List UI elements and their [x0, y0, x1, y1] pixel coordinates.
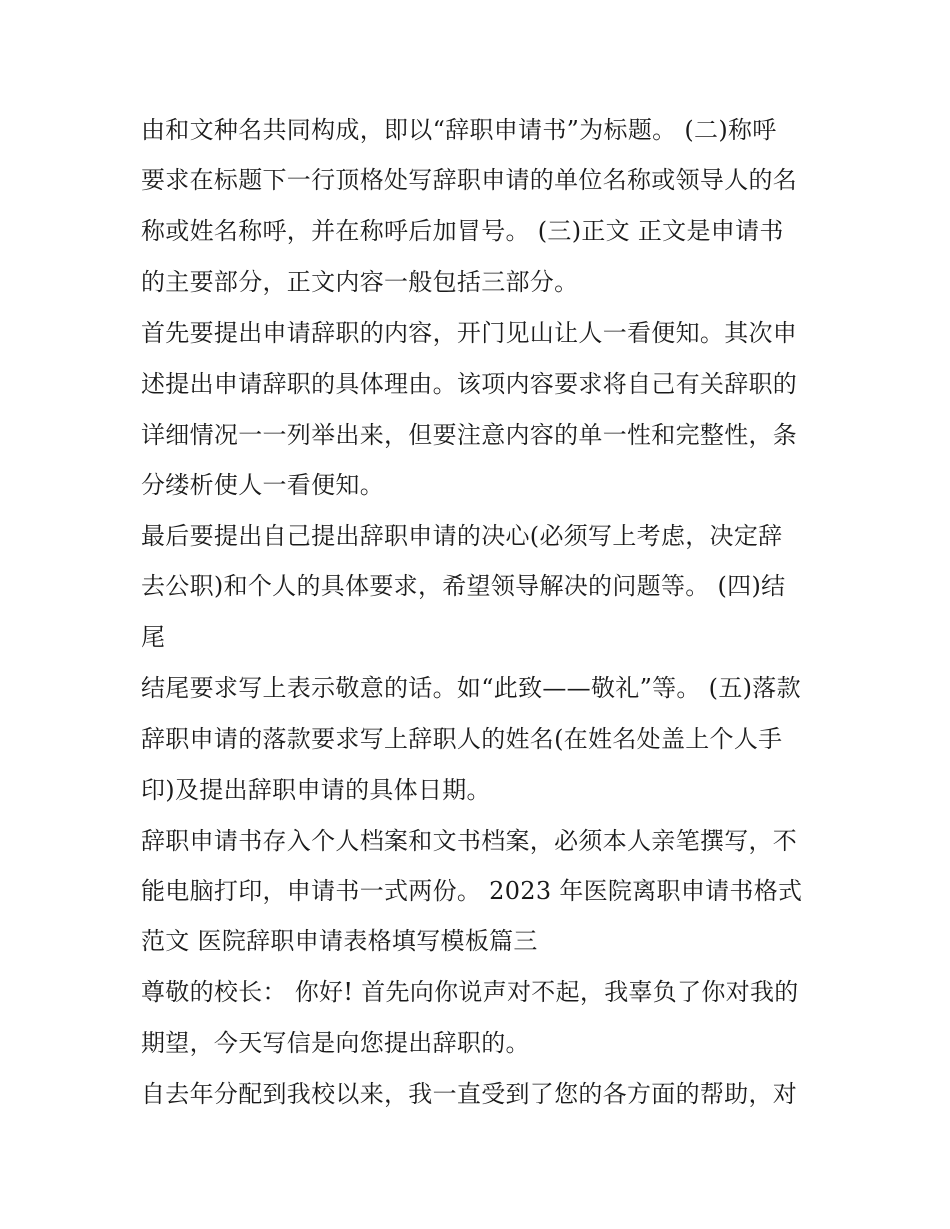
- text-line: 去公职)和个人的具体要求，希望领导解决的问题等。 (四)结: [141, 572, 786, 600]
- text-line: 首先要提出申请辞职的内容，开门见山让人一看便知。其次申: [141, 319, 798, 347]
- text-line: 结尾要求写上表示敬意的话。如“此致——敬礼”等。 (五)落款: [141, 674, 801, 702]
- text-line: 最后要提出自己提出辞职申请的决心(必须写上考虑，决定辞: [141, 522, 783, 550]
- text-line: 辞职申请的落款要求写上辞职人的姓名(在姓名处盖上个人手: [141, 725, 783, 753]
- text-line: 的主要部分，正文内容一般包括三部分。: [141, 268, 579, 296]
- text-line: 述提出申请辞职的具体理由。该项内容要求将自己有关辞职的: [141, 370, 798, 398]
- text-line: 印)及提出辞职申请的具体日期。: [141, 776, 491, 804]
- text-line: 范文 医院辞职申请表格填写模板篇三: [141, 927, 538, 955]
- text-line: 尾: [141, 623, 166, 651]
- text-line: 称或姓名称呼，并在称呼后加冒号。 (三)正文 正文是申请书: [141, 217, 784, 245]
- text-line: 由和文种名共同构成，即以“辞职申请书”为标题。 (二)称呼: [141, 116, 777, 144]
- text-line: 辞职申请书存入个人档案和文书档案，必须本人亲笔撰写，不: [141, 827, 798, 855]
- text-line: 期望，今天写信是向您提出辞职的。: [141, 1029, 530, 1057]
- text-line: 能电脑打印，申请书一式两份。 2023 年医院离职申请书格式: [141, 877, 803, 905]
- text-line: 分缕析使人一看便知。: [141, 471, 384, 499]
- text-line: 要求在标题下一行顶格处写辞职申请的单位名称或领导人的名: [141, 166, 798, 194]
- text-line: 尊敬的校长： 你好! 首先向你说声对不起，我辜负了你对我的: [141, 978, 799, 1006]
- text-line: 自去年分配到我校以来，我一直受到了您的各方面的帮助，对: [141, 1080, 798, 1108]
- text-line: 详细情况一一列举出来，但要注意内容的单一性和完整性，条: [141, 421, 798, 449]
